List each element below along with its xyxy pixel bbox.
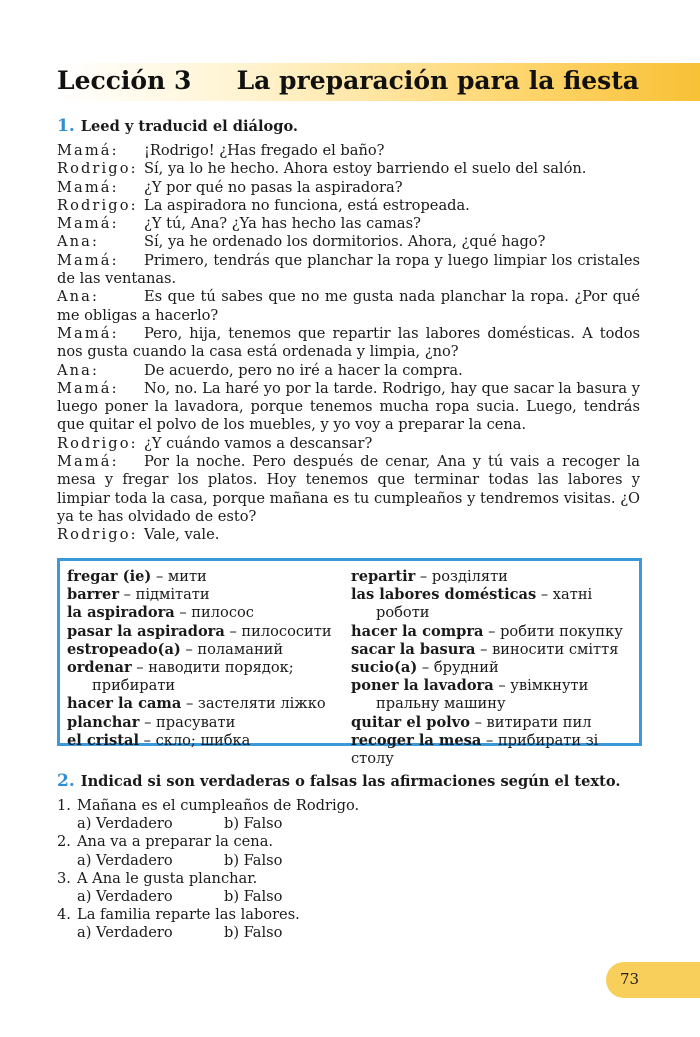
vocabulary-box — [57, 558, 642, 768]
speaker-label: Rodrigo: — [57, 160, 138, 178]
vocab-item — [351, 659, 637, 677]
exercise-2-instruction: Indicad si son verdaderas o falsas las afirmaciones según el texto. — [80, 773, 621, 790]
vocab-term: planchar — [67, 713, 140, 731]
vocab-item — [351, 732, 637, 768]
vocab-translation: – витирати пил — [469, 713, 592, 731]
speaker-label: Mamá: — [57, 453, 119, 471]
vocab-term: fregar (ie) — [67, 568, 152, 585]
vocab-term: hacer la compra — [351, 622, 484, 640]
vocab-term: estropeado(a) — [67, 640, 181, 658]
vocab-item — [67, 641, 337, 659]
option-a: a) Verdadero — [77, 888, 173, 906]
vocab-translation-cont: прибирати — [92, 677, 176, 695]
dialogue-text: Es que tú sabes que no me gusta nada planchar la ropa. ¿Por qué me obligas a hacerlo? — [57, 288, 640, 324]
dialogue — [57, 142, 640, 545]
vocabulary-column-right — [351, 568, 637, 768]
question-number: 4. — [57, 906, 71, 924]
question-item — [57, 870, 617, 906]
dialogue-line — [57, 380, 640, 435]
option-a: a) Verdadero — [77, 924, 173, 942]
question-number: 1. — [57, 797, 71, 814]
dialogue-line — [57, 179, 640, 197]
dialogue-text: La aspiradora no funciona, está estropeada. — [144, 196, 470, 214]
question-number: 3. — [57, 869, 71, 887]
dialogue-text: ¿Y por qué no pasas la aspiradora? — [144, 178, 403, 196]
dialogue-text: Vale, vale. — [144, 526, 220, 544]
dialogue-text: ¿Y tú, Ana? ¿Ya has hecho las camas? — [144, 215, 421, 233]
exercise-1-instruction: Leed y traducid el diálogo. — [80, 118, 298, 135]
vocab-translation: – брудний — [417, 659, 499, 677]
lesson-number: Lección 3 — [57, 66, 192, 95]
vocab-translation: – підмітати — [119, 586, 210, 604]
dialogue-line — [57, 362, 640, 380]
vocab-item — [67, 714, 337, 732]
vocab-translation: – прасувати — [139, 713, 236, 731]
vocab-translation: – поламаний — [180, 640, 284, 658]
vocab-translation: – застеляти ліжко — [181, 695, 326, 713]
vocab-term: barrer — [67, 586, 120, 604]
question-text: Mañana es el cumpleaños de Rodrigo. — [77, 797, 360, 814]
vocab-item — [351, 714, 637, 732]
vocab-term: hacer la cama — [67, 695, 182, 713]
question-item — [57, 906, 617, 942]
dialogue-text: ¡Rodrigo! ¿Has fregado el baño? — [144, 142, 385, 159]
question-item — [57, 833, 617, 869]
dialogue-line — [57, 453, 640, 526]
dialogue-line — [57, 526, 640, 544]
speaker-label: Mamá: — [57, 324, 119, 342]
question-text: A Ana le gusta planchar. — [77, 869, 258, 887]
dialogue-line — [57, 215, 640, 233]
vocab-term: poner la lavadora — [351, 677, 494, 695]
vocab-item — [351, 568, 637, 586]
question-item — [57, 797, 617, 833]
dialogue-text: No, no. La haré yo por la tarde. Rodrigo, hay que sacar la basura y luego poner la lavadora, porque tenemos mucha ropa sucia. Luego, tendrás que quitar el polvo de los muebles, y yo voy a preparar la cena. — [57, 379, 640, 434]
vocab-term: quitar el polvo — [351, 713, 470, 731]
vocab-item — [351, 641, 637, 659]
answer-options — [57, 888, 617, 906]
vocab-translation: – скло; шибка — [139, 731, 251, 749]
dialogue-text: Por la noche. Pero después de cenar, Ana y tú vais a recoger la mesa y fregar los platos. Hoy tenemos que terminar todas las labores y limpiar toda la casa, porque mañana es tu cumpleaños y tendremos visitas. ¿O ya te has olvidado de esto? — [57, 453, 640, 525]
vocab-item — [351, 623, 637, 641]
option-b: b) Falso — [224, 851, 283, 869]
speaker-label: Ana: — [57, 233, 99, 251]
speaker-label: Mamá: — [57, 251, 119, 269]
vocab-term: el cristal — [67, 731, 139, 749]
vocab-term: repartir — [351, 568, 416, 585]
speaker-label: Mamá: — [57, 215, 119, 233]
vocab-translation: – наводити порядок; — [131, 659, 294, 677]
option-b: b) Falso — [224, 888, 283, 906]
dialogue-line — [57, 325, 640, 362]
vocab-item — [67, 623, 337, 641]
exercise-1-heading — [57, 116, 298, 136]
vocabulary-column-left — [67, 568, 337, 750]
speaker-label: Ana: — [57, 288, 99, 306]
vocab-item — [67, 695, 337, 713]
speaker-label: Mamá: — [57, 178, 119, 196]
vocab-translation: – мити — [151, 568, 207, 585]
answer-options — [57, 924, 617, 942]
page-number: 73 — [620, 970, 640, 988]
dialogue-line — [57, 233, 640, 251]
answer-options — [57, 815, 617, 833]
dialogue-line — [57, 288, 640, 325]
exercise-1-number: 1. — [57, 116, 75, 136]
vocab-translation: – пилосос — [174, 604, 254, 622]
vocab-translation: – прибирати зі столу — [351, 731, 599, 768]
dialogue-line — [57, 160, 640, 178]
vocab-item — [67, 732, 337, 750]
vocab-term: ordenar — [67, 659, 132, 677]
vocab-term: la aspiradora — [67, 604, 175, 622]
vocab-item — [351, 586, 637, 622]
vocab-item — [351, 677, 637, 713]
vocab-term: recoger la mesa — [351, 731, 482, 749]
dialogue-text: Sí, ya he ordenado los dormitorios. Ahora, ¿qué hago? — [144, 233, 546, 251]
vocab-term: las labores domésticas — [351, 586, 537, 604]
question-text: Ana va a preparar la cena. — [77, 833, 274, 851]
speaker-label: Mamá: — [57, 379, 119, 397]
dialogue-line — [57, 252, 640, 289]
vocab-translation: – виносити сміття — [475, 640, 619, 658]
speaker-label: Rodrigo: — [57, 526, 138, 544]
vocab-term: sucio(a) — [351, 659, 418, 677]
dialogue-text: ¿Y cuándo vamos a descansar? — [144, 434, 373, 452]
dialogue-text: Sí, ya lo he hecho. Ahora estoy barriendo el suelo del salón. — [144, 160, 587, 178]
page-number-tab — [606, 962, 700, 998]
dialogue-line — [57, 142, 640, 160]
vocab-translation: – хатні — [536, 586, 593, 604]
vocab-term: sacar la basura — [351, 640, 476, 658]
vocab-translation: – увімкнути — [493, 677, 589, 695]
answer-options — [57, 852, 617, 870]
option-a: a) Verdadero — [77, 815, 173, 833]
vocab-translation: – розділяти — [415, 568, 508, 585]
lesson-header — [57, 63, 700, 101]
vocab-translation-cont: пральну машину — [376, 695, 506, 713]
vocab-item — [67, 604, 337, 622]
speaker-label: Mamá: — [57, 142, 119, 159]
dialogue-text: Pero, hija, tenemos que repartir las labores domésticas. A todos nos gusta cuando la casa está ordenada y limpia, ¿no? — [57, 324, 640, 361]
question-text: La familia reparte las labores. — [77, 906, 300, 924]
dialogue-line — [57, 435, 640, 453]
speaker-label: Rodrigo: — [57, 434, 138, 452]
vocab-item — [67, 659, 337, 695]
vocab-item — [67, 586, 337, 604]
dialogue-text: Primero, tendrás que planchar la ropa y luego limpiar los cristales de las ventanas. — [57, 251, 640, 288]
question-list — [57, 797, 617, 943]
option-a: a) Verdadero — [77, 851, 173, 869]
vocab-term: pasar la aspiradora — [67, 622, 225, 640]
exercise-2-number: 2. — [57, 771, 75, 791]
option-b: b) Falso — [224, 924, 283, 942]
question-number: 2. — [57, 833, 71, 851]
vocab-translation: – пилососити — [224, 622, 332, 640]
speaker-label: Rodrigo: — [57, 196, 138, 214]
speaker-label: Ana: — [57, 361, 99, 379]
vocab-item — [67, 568, 337, 586]
option-b: b) Falso — [224, 815, 283, 833]
lesson-title: La preparación para la fiesta — [236, 66, 639, 95]
dialogue-text: De acuerdo, pero no iré a hacer la compra. — [144, 361, 463, 379]
vocab-translation-cont: роботи — [376, 604, 430, 622]
vocab-translation: – робити покупку — [483, 622, 623, 640]
exercise-2-heading — [57, 771, 620, 791]
dialogue-line — [57, 197, 640, 215]
